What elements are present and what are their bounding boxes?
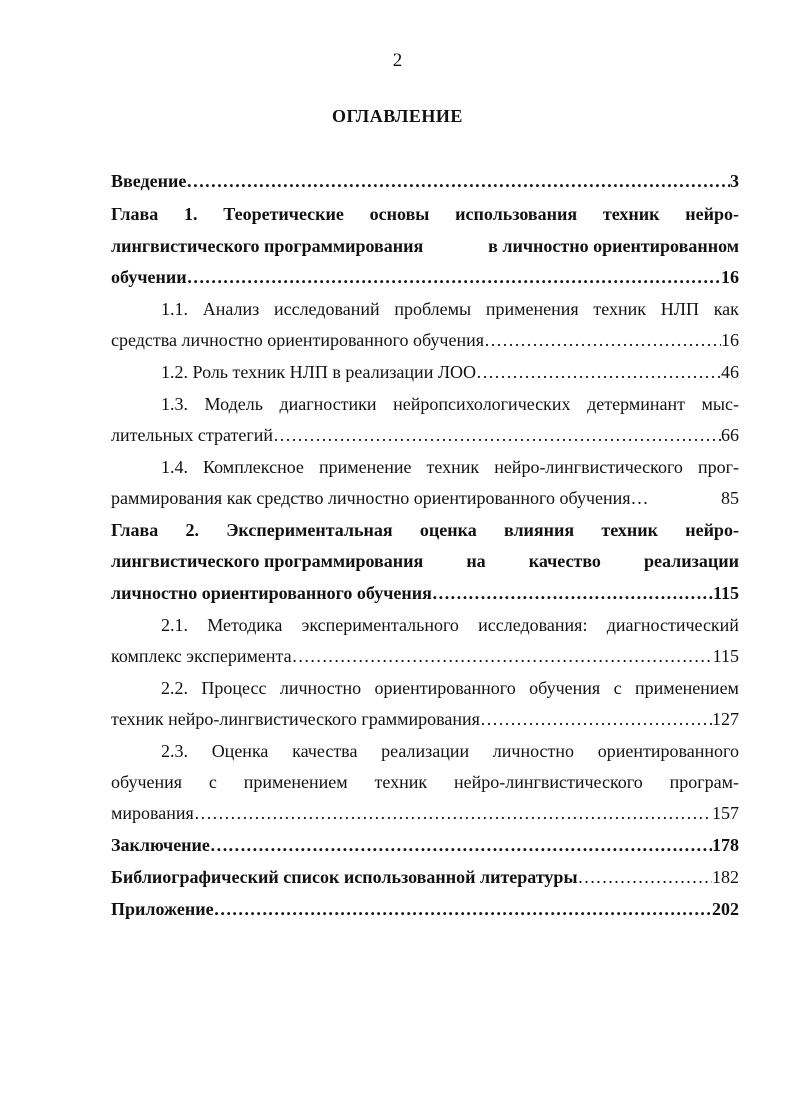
toc-page: 16 <box>721 267 739 287</box>
word: применения <box>485 299 579 319</box>
toc-page: 115 <box>712 583 739 603</box>
toc-entry-intro[interactable] <box>111 170 739 192</box>
word: НЛП <box>660 299 699 319</box>
toc-s1-4-line2[interactable] <box>111 487 739 509</box>
word: Теоретические <box>223 204 344 224</box>
word: 2.2. <box>161 678 188 698</box>
word: Экспериментальная <box>226 520 393 540</box>
leader-dots <box>194 802 712 824</box>
toc-entry-label: обучении <box>111 267 187 287</box>
word: оценка <box>419 520 477 540</box>
word: качества <box>292 741 358 761</box>
leader-dots <box>476 361 721 383</box>
word: техник <box>426 457 480 477</box>
toc-page: 115 <box>712 646 739 666</box>
leader-dots <box>432 582 713 604</box>
word: с <box>208 772 217 792</box>
word: 2.1. <box>161 615 188 635</box>
word: нейро-лингвистического <box>454 772 643 792</box>
word: ориентированного <box>374 678 516 698</box>
word: програм- <box>669 772 739 792</box>
toc-s1-2[interactable] <box>161 361 739 383</box>
toc-s1-3-line2[interactable] <box>111 424 739 446</box>
leader-dots <box>186 170 730 192</box>
word: применением <box>243 772 348 792</box>
toc-entry-label: Приложение <box>111 899 214 919</box>
leader-dots <box>484 329 721 351</box>
word: нейро- <box>685 520 739 540</box>
word: 1.3. <box>161 394 188 414</box>
word: как <box>713 299 739 319</box>
word: диагностики <box>279 394 377 414</box>
toc-page: 16 <box>721 330 739 350</box>
toc-s2-3-line1[interactable] <box>161 740 739 762</box>
word: техник <box>374 772 428 792</box>
toc-entry-label: средства личностно ориентированного обучения <box>111 330 485 350</box>
toc-chapter2-line1[interactable] <box>111 519 739 541</box>
toc-page: 3 <box>730 171 739 191</box>
word: реализации <box>643 551 739 571</box>
word: Модель <box>204 394 263 414</box>
word: техник <box>593 299 647 319</box>
word: обучения <box>111 772 183 792</box>
word: мыс- <box>701 394 739 414</box>
leader-dots <box>214 898 712 920</box>
word: 1. <box>184 204 198 224</box>
toc-entry-label: Введение <box>111 171 187 191</box>
word: применение <box>318 457 412 477</box>
word: реализации <box>381 741 470 761</box>
word: Процесс <box>201 678 267 698</box>
leader-dots <box>187 266 721 288</box>
toc-entry-appendix[interactable] <box>111 898 739 920</box>
toc-entry-label: 1.2. Роль техник НЛП в реализации ЛОО <box>161 362 477 382</box>
word: обучения <box>529 678 601 698</box>
word: качество <box>528 551 601 571</box>
word: исследования: <box>478 615 588 635</box>
toc-page: 127 <box>712 709 739 729</box>
toc-s2-1-line1[interactable] <box>161 614 739 636</box>
word: применением <box>635 678 739 698</box>
word: экспериментального <box>301 615 459 635</box>
leader-dots <box>578 866 713 888</box>
toc-chapter2-line3[interactable] <box>111 582 739 604</box>
word: влияния <box>503 520 575 540</box>
toc-s2-3-line2[interactable] <box>111 771 739 793</box>
word: Глава <box>111 520 159 540</box>
toc-page: 66 <box>721 425 739 445</box>
toc-entry-label: Библиографический список использованной литературы <box>111 867 578 887</box>
word: Глава <box>111 204 159 224</box>
word: проблемы <box>394 299 472 319</box>
word: использования <box>455 204 578 224</box>
word: 1.4. <box>161 457 188 477</box>
toc-chapter1-line3[interactable] <box>111 266 739 288</box>
word: лингвистического программирования <box>111 236 424 256</box>
word: нейро- <box>685 204 739 224</box>
toc-s2-3-line3[interactable] <box>111 802 739 824</box>
toc-chapter1-line1[interactable] <box>111 203 739 225</box>
toc-entry-label: лительных стратегий <box>111 425 273 445</box>
leader-dots <box>292 645 713 667</box>
word: Оценка <box>211 741 269 761</box>
toc-entry-label: личностно ориентированного обучения <box>111 583 432 603</box>
word: 1.1. <box>161 299 188 319</box>
toc-page: 46 <box>721 362 739 382</box>
word: нейро-лингвистического <box>494 457 683 477</box>
toc-s2-2-line1[interactable] <box>161 677 739 699</box>
toc-entry-label: раммирования как средство личностно ориентированного обучения… <box>111 488 649 508</box>
leader-dots <box>210 834 712 856</box>
word: личностно <box>492 741 575 761</box>
word: основы <box>369 204 430 224</box>
word: Анализ <box>202 299 260 319</box>
word: техник <box>601 520 658 540</box>
word: прог- <box>697 457 739 477</box>
toc-s1-3-line1[interactable] <box>161 393 739 415</box>
toc-page: 157 <box>712 803 739 823</box>
page-number: 2 <box>392 50 403 71</box>
word: 2.3. <box>161 741 188 761</box>
toc-page: 182 <box>712 867 739 887</box>
word: диагностический <box>606 615 739 635</box>
toc-entry-bibliography[interactable] <box>111 866 739 888</box>
toc-entry-label: Заключение <box>111 835 210 855</box>
word: Комплексное <box>203 457 304 477</box>
toc-page: 202 <box>712 899 739 919</box>
toc-s1-4-line1[interactable] <box>161 456 739 478</box>
leader-dots <box>273 424 721 446</box>
leader-dots <box>480 708 712 730</box>
toc-entry-label: мирования <box>111 803 194 823</box>
word: ориентированного <box>597 741 739 761</box>
toc-page: 85 <box>721 488 739 508</box>
toc-entry-label: техник нейро-лингвистического граммирования <box>111 709 480 729</box>
word: личностно <box>279 678 362 698</box>
word: детерминант <box>587 394 685 414</box>
toc-s2-1-line2[interactable] <box>111 645 739 667</box>
word: с <box>613 678 622 698</box>
toc-s1-1-line1[interactable] <box>161 298 739 320</box>
toc-s1-1-line2[interactable] <box>111 329 739 351</box>
toc-chapter2-line2[interactable] <box>111 550 739 572</box>
toc-title: ОГЛАВЛЕНИЕ <box>332 106 463 126</box>
word: на <box>466 551 486 571</box>
word: 2. <box>185 520 199 540</box>
toc-page: 178 <box>712 835 739 855</box>
word: нейропсихологических <box>393 394 571 414</box>
toc-s2-2-line2[interactable] <box>111 708 739 730</box>
word: техник <box>602 204 660 224</box>
word: лингвистического программирования <box>111 551 424 571</box>
toc-entry-conclusion[interactable] <box>111 834 739 856</box>
toc-chapter1-line2[interactable] <box>111 235 739 257</box>
toc-entry-label: комплекс эксперимента <box>111 646 292 666</box>
word: исследований <box>273 299 380 319</box>
word: Методика <box>207 615 283 635</box>
word: в личностно ориентированном <box>488 236 739 256</box>
